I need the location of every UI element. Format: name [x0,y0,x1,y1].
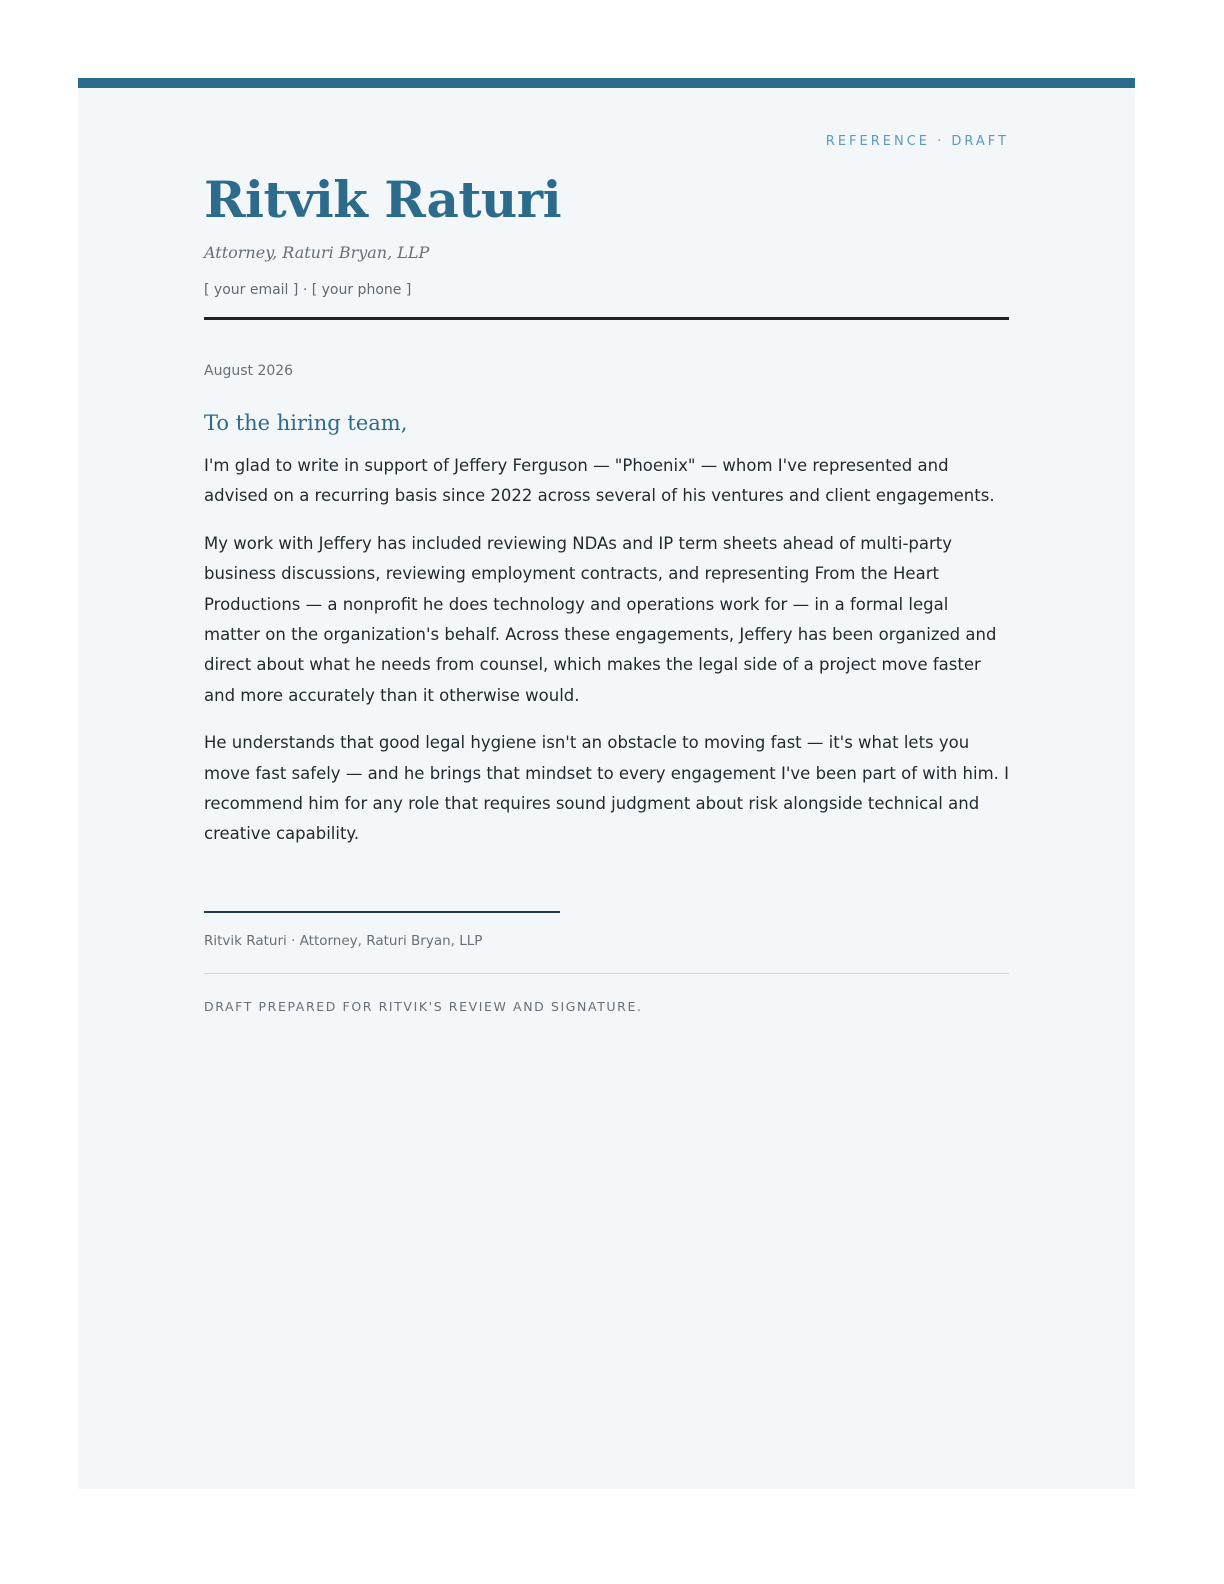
author-name: Ritvik Raturi [204,170,562,229]
letter-sheet [78,78,1135,1489]
author-title: Attorney, Raturi Bryan, LLP [204,243,430,262]
salutation: To the hiring team, [204,411,408,435]
footer-divider [204,973,1009,974]
footer-note: DRAFT PREPARED FOR RITVIK'S REVIEW AND SIGNATURE. [204,999,643,1014]
contact-line: [ your email ] · [ your phone ] [204,282,412,298]
signature-caption: Ritvik Raturi · Attorney, Raturi Bryan, LLP [204,933,483,949]
document-status-tag: REFERENCE · DRAFT [825,134,1009,149]
body-paragraph: He understands that good legal hygiene isn't an obstacle to moving fast — it's what lets you move fast safely — and he brings that mindset to every engagement I've been part of with him. I recommend him for any role that requires sound judgment about risk alongside technical and creative capability. [204,733,1010,844]
letter-body [204,451,1009,867]
letter-date: August 2026 [204,363,294,379]
signature-line [204,911,560,913]
body-paragraph: I'm glad to write in support of Jeffery Ferguson — "Phoenix" — whom I've represented and advised on a recurring basis since 2022 across several of his ventures and client engagements. [204,456,995,506]
header-divider [204,317,1009,320]
body-paragraph: My work with Jeffery has included reviewing NDAs and IP term sheets ahead of multi-party business discussions, reviewing employment contracts, and representing From the Heart Productions — a nonprofit he does technology and operations work for — in a formal legal matter on the organization's behalf. Across these engagements, Jeffery has been organized and direct about what he needs from counsel, which makes the legal side of a project move faster and more accurately than it otherwise would. [204,533,997,705]
